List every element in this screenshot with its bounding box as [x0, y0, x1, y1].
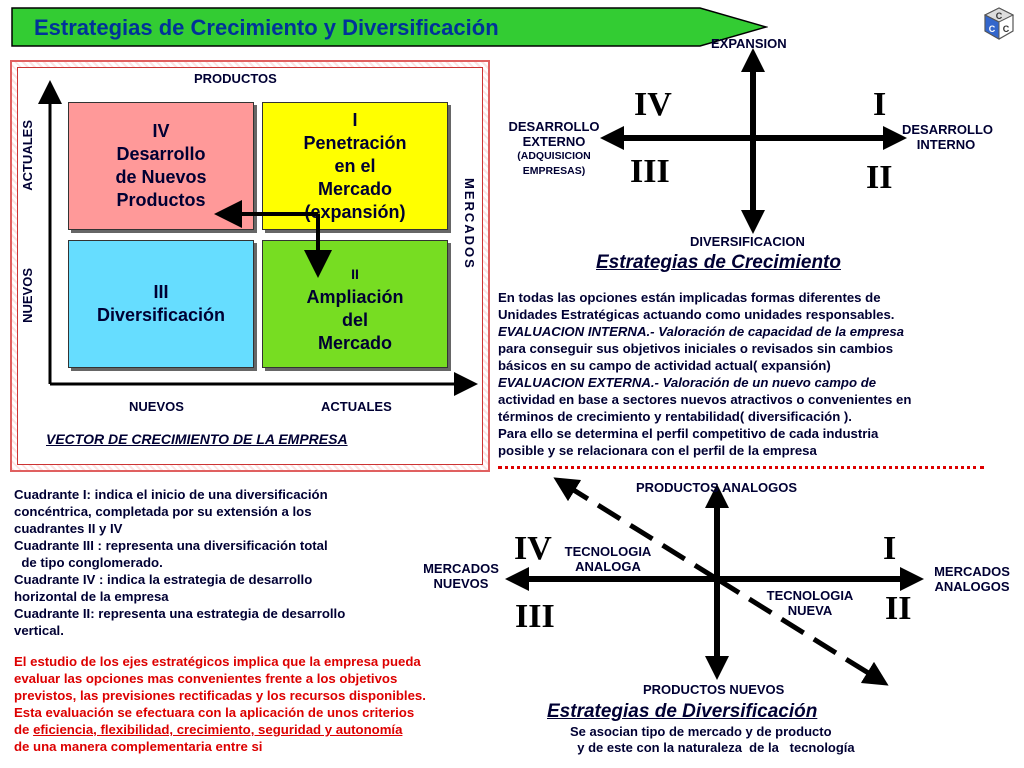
div-top-label: PRODUCTOS ANALOGOS: [636, 480, 798, 495]
conclusion-line: previstos, las previsiones rectificadas y los recursos disponibles.: [14, 688, 426, 703]
growth-top-label: EXPANSION: [711, 36, 787, 51]
conclusion-paragraph: [14, 653, 426, 755]
div-right-label: [924, 564, 1020, 594]
quadrant-i-line: en el: [334, 155, 376, 176]
svg-text:C: C: [995, 11, 1003, 21]
diversification-subtitle-line: Se asocian tipo de mercado y de producto: [570, 724, 832, 739]
matrix-right-label: MERCADOS: [462, 178, 477, 270]
growth-strategies-title: Estrategias de Crecimiento: [596, 252, 841, 273]
growth-quadrant-iv: IV: [634, 86, 672, 123]
quadrant-note-line: de tipo conglomerado.: [14, 555, 163, 570]
div-quadrant-i: I: [883, 530, 897, 567]
matrix-left-bottom-label: NUEVOS: [20, 268, 35, 323]
div-quadrant-iii: III: [515, 598, 555, 635]
quadrant-notes: [14, 486, 345, 639]
div-bottom-label: PRODUCTOS NUEVOS: [643, 682, 785, 697]
page-title: Estrategias de Crecimiento y Diversificación: [34, 15, 499, 40]
quadrant-note-line: Cuadrante III : representa una diversificación total: [14, 538, 328, 553]
criteria-underlined: eficiencia, flexibilidad, crecimiento, seguridad y autonomía: [33, 722, 403, 737]
quadrant-ii-number: II: [351, 266, 359, 282]
quadrant-note-line: Cuadrante II: representa una estrategia de desarrollo: [14, 606, 346, 621]
quadrant-ii-line: Ampliación: [306, 287, 404, 307]
div-right-line: ANALOGOS: [934, 579, 1010, 594]
growth-left-sub-line: EMPRESAS): [522, 165, 586, 177]
growth-paragraph-line: posible y se relacionara con el perfil de la empresa: [498, 443, 817, 458]
conclusion-line: El estudio de los ejes estratégicos implica que la empresa pueda: [14, 654, 421, 669]
growth-right-line: INTERNO: [916, 137, 976, 152]
growth-bottom-label: DIVERSIFICACION: [690, 234, 805, 249]
growth-quadrant-iii: III: [630, 153, 670, 190]
matrix-bottom-right-label: ACTUALES: [321, 399, 392, 414]
growth-paragraph-line: términos de crecimiento y rentabilidad( diversificación ).: [498, 409, 852, 424]
conclusion-prefix: de: [14, 722, 34, 737]
quadrant-note-line: Cuadrante IV : indica la estrategia de desarrollo: [14, 572, 313, 587]
tech-new-label: [764, 588, 856, 618]
tech-new-line: TECNOLOGIA: [766, 588, 854, 603]
svg-text:C: C: [1002, 24, 1010, 34]
growth-paragraph-line: actividad en base a sectores nuevos atractivos o convenientes en: [498, 392, 912, 407]
tech-analog-line: ANALOGA: [575, 559, 641, 574]
conclusion-line: evaluar las opciones mas convenientes frente a los objetivos: [14, 671, 398, 686]
quadrant-i-line: (expansión): [304, 201, 406, 222]
quadrant-note-line: vertical.: [14, 623, 64, 638]
quadrant-i-line: Penetración: [303, 132, 407, 153]
growth-paragraph-line: Unidades Estratégicas actuando como unidades responsables.: [498, 307, 895, 322]
conclusion-line: de una manera complementaria entre si: [14, 739, 263, 754]
growth-left-line: DESARROLLO: [508, 119, 600, 134]
growth-quadrant-ii: II: [866, 159, 893, 196]
quadrant-note-line: cuadrantes II y IV: [14, 521, 123, 536]
growth-quadrant-i: I: [873, 86, 887, 123]
growth-paragraph-line: básicos en su campo de actividad actual( expansión): [498, 358, 831, 373]
matrix-left-top-label: ACTUALES: [20, 120, 35, 191]
div-left-label: [416, 561, 506, 591]
tech-new-line: NUEVA: [787, 603, 833, 618]
quadrant-iii-number: III: [153, 282, 169, 302]
quadrant-i-line: Mercado: [317, 178, 393, 199]
quadrant-note-line: horizontal de la empresa: [14, 589, 169, 604]
matrix-top-label: PRODUCTOS: [194, 71, 277, 86]
growth-paragraph-line: Para ello se determina el perfil competitivo de cada industria: [498, 426, 879, 441]
quadrant-iv-number: IV: [152, 121, 170, 141]
div-quadrant-iv: IV: [514, 530, 552, 567]
growth-paragraph-line: para conseguir sus objetivos iniciales o revisados sin cambios: [498, 341, 894, 356]
matrix-bottom-left-label: NUEVOS: [129, 399, 184, 414]
quadrant-note-line: Cuadrante I: indica el inicio de una diversificación: [14, 487, 328, 502]
quadrant-iii-line: Diversificación: [96, 305, 226, 325]
div-quadrant-ii: II: [885, 590, 912, 627]
quadrant-ii-line: del: [341, 310, 368, 330]
diversification-subtitle-line: y de este con la naturaleza de la tecnología: [570, 740, 855, 755]
svg-text:C: C: [988, 24, 996, 34]
quadrant-note-line: concéntrica, completada por su extensión a los: [14, 504, 312, 519]
growth-paragraph-line: En todas las opciones están implicadas formas diferentes de: [498, 290, 881, 305]
tech-analog-line: TECNOLOGIA: [564, 544, 652, 559]
quadrant-iv-line: Productos: [116, 190, 206, 210]
conclusion-line: Esta evaluación se efectuara con la aplicación de unos criterios: [14, 705, 415, 720]
diversification-strategies-title: Estrategias de Diversificación: [547, 701, 818, 722]
div-left-line: NUEVOS: [433, 576, 489, 591]
div-left-line: MERCADOS: [423, 561, 499, 576]
tech-analog-label: [552, 544, 664, 574]
growth-right-line: DESARROLLO: [902, 122, 993, 137]
growth-left-line: EXTERNO: [522, 134, 586, 149]
div-right-line: MERCADOS: [934, 564, 1010, 579]
quadrant-iv-line: de Nuevos: [115, 167, 207, 187]
growth-paragraph-line: EVALUACION INTERNA.- Valoración de capacidad de la empresa: [498, 324, 904, 339]
quadrant-ii-line: Mercado: [317, 333, 393, 353]
growth-left-sub-line: (ADQUISICION: [517, 150, 591, 162]
vector-title: VECTOR DE CRECIMIENTO DE LA EMPRESA: [46, 431, 348, 447]
quadrant-iv-line: Desarrollo: [116, 144, 206, 164]
growth-paragraph-line: EVALUACION EXTERNA.- Valoración de un nuevo campo de: [498, 375, 877, 390]
quadrant-i-number: I: [352, 109, 358, 130]
diversification-subtitle: [570, 724, 855, 756]
conclusion-line: [14, 721, 426, 738]
